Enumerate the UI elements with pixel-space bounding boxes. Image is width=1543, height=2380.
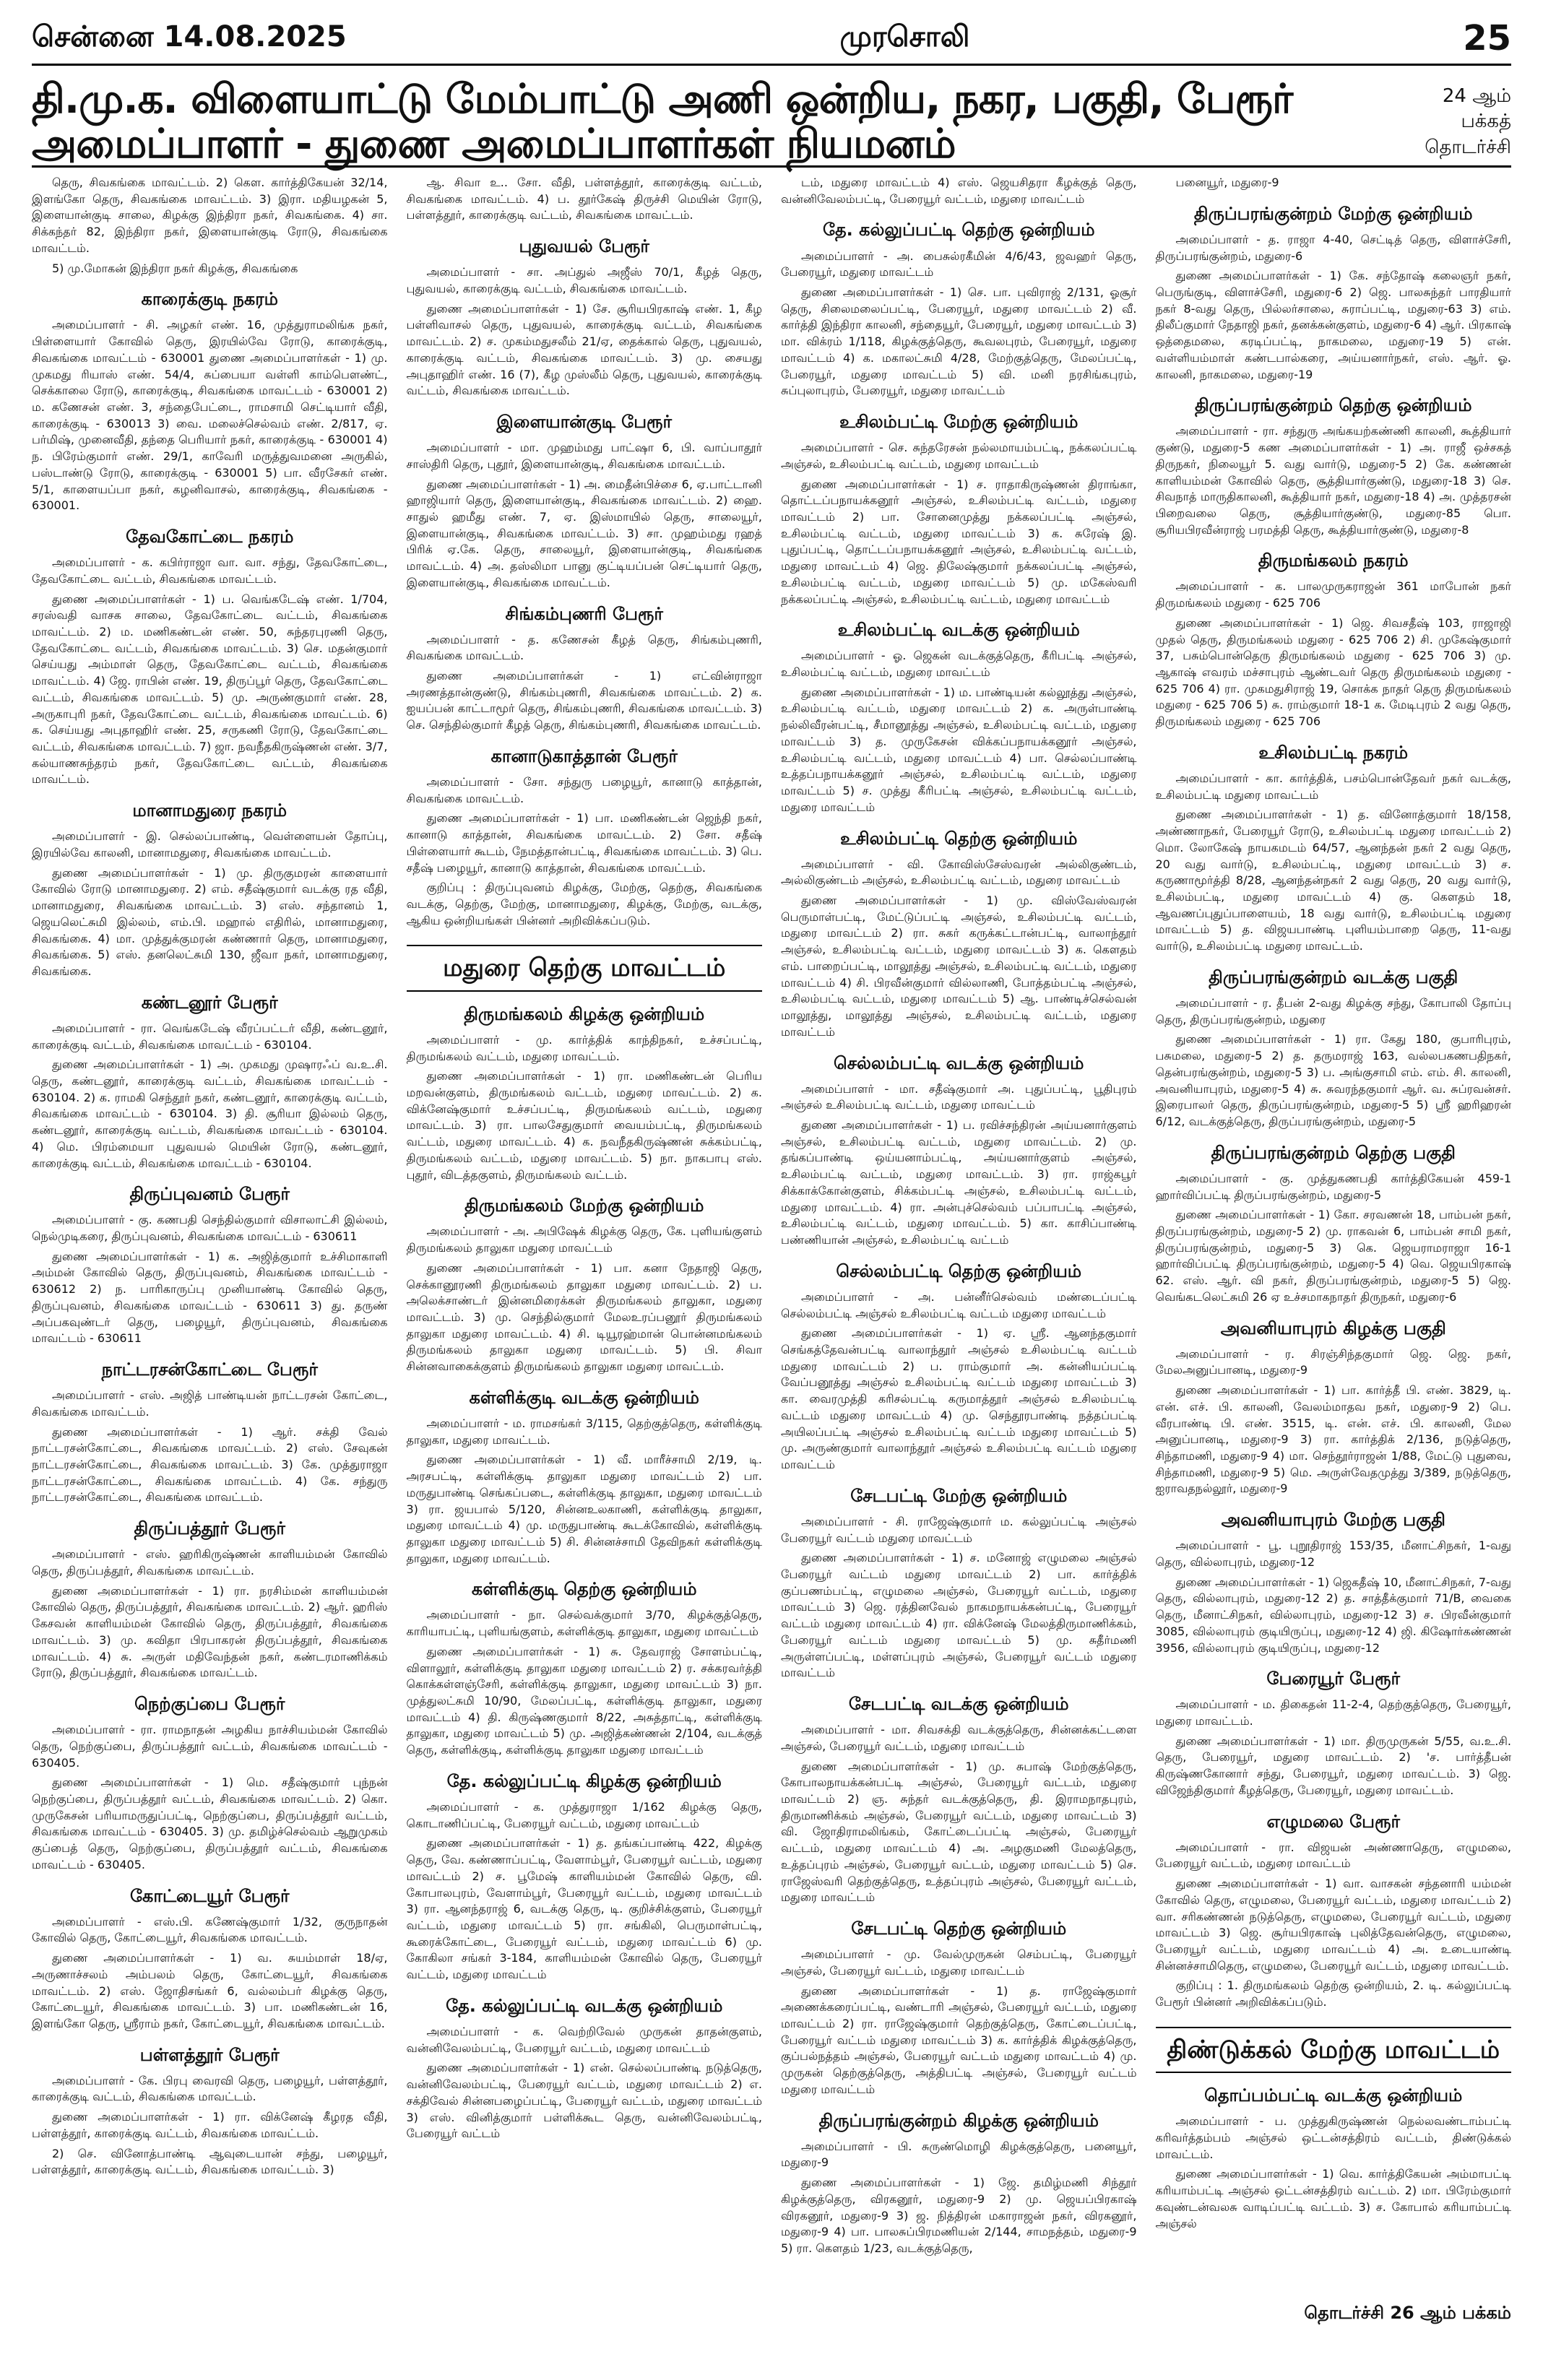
article-paragraph: பனையூர், மதுரை-9	[1175, 176, 1279, 189]
article-paragraph: அமைப்பாளர் - எஸ். அஜித் பாண்டியன் நாட்டரசன் கோட்டை, சிவகங்கை மாவட்டம்.	[32, 1388, 388, 1419]
paper-name: முரசொலி	[839, 20, 970, 53]
article-paragraph: துணை அமைப்பாளர்கள் - 1) எட்வின்ராஜா அரணத்தான்குண்டு, சிங்கம்புணரி, சிவகங்கை மாவட்டம். 2) க. ஐயப்பன் காட்டாமூர் தெரு, சிங்கம்புணரி, சிவகங்கை மாவட்டம். 3) செ. செந்தில்குமார் கீழத் தெரு, சிங்கம்புணரி, சிவகங்கை மாவட்டம்.	[406, 669, 762, 732]
article-paragraph: துணை அமைப்பாளர்கள் - 1) மு. திருகுமரன் காளையார் கோவில் ரோடு மானாமதுரை. 2) எம். சதீஷ்குமார் வடக்கு ரத வீதி, மானாமதுரை, சிவகங்கை மாவட்டம். 3) எஸ். சந்தானம் 1, ஜெயலெட்சுமி இல்லம், எம்.பி. மஹால் எதிரில், மானாமதுரை, சிவகங்கை. 4) மா. முத்துக்குமரன் கண்ணார் தெரு, மானாமதுரை, சிவகங்கை. 5) எஸ். தனலெட்சுமி 130, ஜீவா நகர், மானாமதுரை, சிவகங்கை.	[32, 865, 388, 978]
article-paragraph: அமைப்பாளர் - க. பாலமுருகராஜன் 361 மாபோன் நகர் திருமங்கலம் மதுரை - 625 706	[1155, 579, 1511, 610]
column-4	[1156, 175, 1512, 2291]
article-paragraph: அமைப்பாளர் - அ. பைசுல்ரகீமின் 4/6/43, ஜவஹர் தெரு, பேரையூர், மதுரை மாவட்டம்	[781, 248, 1137, 280]
article-paragraph: துணை அமைப்பாளர்கள் - 1) ஆர். சக்தி வேல் நாட்டரசன்கோட்டை, சிவகங்கை மாவட்டம். 2) எஸ். சேவுகன் நாட்டரசன்கோட்டை, சிவகங்கை மாவட்டம். 3) கே. முத்துராஜா நாட்டரசன்கோட்டை, சிவகங்கை மாவட்டம். 4) கே. சந்துரு நாட்டரசன்கோட்டை, சிவகங்கை மாவட்டம்.	[32, 1424, 388, 1505]
article-paragraph: 2) செ. வினோத்பாண்டி ஆவுடையான் சந்து, பழையூர், பள்ளத்தூர், காரைக்குடி வட்டம், சிவகங்கை மாவட்டம். 3)	[32, 2146, 388, 2177]
article-paragraph: அமைப்பாளர் - கா. கார்த்திக், பசம்பொன்தேவர் நகர் வடக்கு, உசிலம்பட்டி மதுரை மாவட்டம்	[1155, 771, 1511, 802]
section-heading: திருப்பத்தூர் பேரூர்	[134, 1518, 285, 1539]
section-heading: சிங்கம்புணரி பேரூர்	[505, 603, 663, 624]
page-number: 25	[1463, 18, 1511, 59]
article-paragraph: துணை அமைப்பாளர்கள் - 1) வ. சுயம்மாள் 18/ஏ, அருணாச்சலம் அம்பலம் தெரு, கோட்டையூர், சிவகங்கை மாவட்டம். 2) எஸ். ஜோதிசங்கர் 6, வல்லம்பர் கிழக்கு தெரு, கோட்டையூர், சிவகங்கை மாவட்டம். 3) பா. மணிகண்டன் 16, இளங்கோ தெரு, ஸ்ரீராம் நகர், கோட்டையூர், சிவகங்கை மாவட்டம்.	[32, 1951, 388, 2030]
section-heading: திருமங்கலம் கிழக்கு ஒன்றியம்	[464, 1003, 705, 1024]
article-paragraph: குறிப்பு : 1. திருமங்கலம் தெற்கு ஒன்றியம், 2. டி. கல்லுப்பட்டி பேரூர் பின்னர் அறிவிக்கப்படும்.	[1155, 1978, 1511, 2009]
section-heading: எழுமலை பேரூர்	[1266, 1811, 1401, 1832]
section-heading: தேவகோட்டை நகரம்	[126, 527, 294, 548]
section-heading: பள்ளத்தூர் பேரூர்	[139, 2044, 280, 2065]
article-paragraph: அமைப்பாளர் - ர. தீபன் 2-வது கிழக்கு சந்து, கோபாலி தோப்பு தெரு, திருப்பரங்குன்றம், மதுரை	[1155, 995, 1511, 1026]
section-heading: நெற்குப்பை பேரூர்	[134, 1694, 285, 1715]
article-paragraph: துணை அமைப்பாளர்கள் - 1) ஜெகதீஷ் 10, மீனாட்சிநகர், 7-வது தெரு, வில்லாபுரம், மதுரை-12 2) த. சாத்தீக்குமார் 71/B, வைகை தெரு, மீனாட்சிநகர், வில்லாபுரம், மதுரை-12 3) ச. பிரவீன்குமார் 3085, வில்லாபுரம் குடியிருப்பு, மதுரை-12 4) ஜி. கிஷோர்கண்ணன் 3956, வில்லாபுரம் குடியிருப்பு, மதுரை-12	[1155, 1575, 1511, 1655]
article-paragraph: அமைப்பாளர் - அ. பன்னீர்செல்வம் மண்டைப்பட்டி செல்லம்பட்டி அஞ்சல் உசிலம்பட்டி வட்டம் மதுரை மாவட்டம்	[781, 1289, 1137, 1320]
section-heading: உசிலம்பட்டி வடக்கு ஒன்றியம்	[837, 620, 1080, 641]
article-paragraph: துணை அமைப்பாளர்கள் - 1) பா. மணிகண்டன் ஜெந்தி நகர், கானாடு காத்தான், சிவகங்கை மாவட்டம். 2) சோ. சதீஷ் பிள்ளையார் கூடம், நேமத்தான்பட்டி, சிவகங்கை மாவட்டம். 3) பெ. சதீஷ் பழையூர், கானாடு காத்தான், சிவகங்கை மாவட்டம்.	[406, 811, 762, 875]
section-heading: காரைக்குடி நகரம்	[141, 289, 278, 310]
article-paragraph: அமைப்பாளர் - ரா. ராமநாதன் அழகிய நாச்சியம்மன் கோவில் தெரு, நெற்குப்பை, திருப்பத்தூர் வட்டம், சிவகங்கை மாவட்டம் - 630405.	[32, 1723, 388, 1770]
article-paragraph: துணை அமைப்பாளர்கள் - 1) மு. விஸ்வேஸ்வரன் பெருமாள்பட்டி, மேட்டுப்பட்டி அஞ்சல், உசிலம்பட்டி வட்டம், மதுரை மாவட்டம் 2) ரா. சுகர் கருக்கட்டான்பட்டி, வாலாந்தூர் அஞ்சல், உசிலம்பட்டி வட்டம், மதுரை மாவட்டம் 3) க. கௌதம் எம். பாறைப்பட்டி, மாலூத்து அஞ்சல், உசிலம்பட்டி வட்டம், மதுரை மாவட்டம் 4) சி. பிரவீன்குமார் வில்லாணி, போத்தம்பட்டி அஞ்சல், உசிலம்பட்டி வட்டம், மதுரை மாவட்டம் 5) ஆ. பாண்டிச்செல்வன் மாலூத்து, மாலூத்து அஞ்சல், உசிலம்பட்டி வட்டம், மதுரை மாவட்டம்	[781, 893, 1137, 1039]
city-date: சென்னை 14.08.2025	[32, 20, 347, 53]
section-heading: இளையான்குடி பேரூர்	[496, 411, 673, 432]
article-paragraph: குறிப்பு : திருப்புவனம் கிழக்கு, மேற்கு, தெற்கு, சிவகங்கை வடக்கு, தெற்கு, மேற்கு, மானாமதுரை, கிழக்கு, மேற்கு, வடக்கு, ஆகிய ஒன்றியங்கள் பின்னர் அறிவிக்கப்படும்.	[406, 880, 762, 927]
masthead	[32, 13, 1511, 66]
article-paragraph: அமைப்பாளர் - சி. ராஜேஷ்குமார் ம. கல்லுப்பட்டி அஞ்சல் பேரையூர் வட்டம் மதுரை மாவட்டம்	[781, 1514, 1137, 1545]
section-heading: தே. கல்லுப்பட்டி கிழக்கு ஒன்றியம்	[446, 1770, 722, 1791]
section-heading: தே. கல்லுப்பட்டி வடக்கு ஒன்றியம்	[446, 1995, 723, 2016]
article-paragraph: துணை அமைப்பாளர்கள் - 1) பா. கார்த்தீ பி. எண். 3829, டி. என். எச். பி. காலனி, வேலம்மாதவ நகர், மதுரை-9 2) பெ. வீரபாண்டி பி. எண். 3515, டி. என். எச். பி. காலனி, மேல அனுப்பானடி, மதுரை-9 3) ரா. கார்த்திக் 2/136, நடுத்தெரு, சிந்தாமணி, மதுரை-9 4) மா. செந்தூர்ராஜன் 1/88, மேட்டு புதுவை, சிந்தாமணி, மதுரை-9 5) மெ. அருள்வேதமுத்து 3/389, நடுத்தெரு, ஐராவதநல்லூர், மதுரை-9	[1155, 1383, 1511, 1496]
section-heading: தே. கல்லுப்பட்டி தெற்கு ஒன்றியம்	[822, 220, 1095, 241]
section-heading: மானாமதுரை நகரம்	[132, 800, 288, 821]
headline-row	[32, 76, 1511, 168]
article-paragraph: அமைப்பாளர் - மு. வேல்முருகன் செம்பட்டி, பேரையூர் அஞ்சல், பேரையூர் வட்டம், மதுரை மாவட்டம்	[781, 1947, 1137, 1978]
article-paragraph: அமைப்பாளர் - பி. சுருண்மொழி கிழக்குத்தெரு, பனையூர், மதுரை-9	[781, 2139, 1137, 2170]
article-paragraph: அமைப்பாளர் - த. ராஜா 4-40, செட்டித் தெரு, விளாச்சேரி, திருப்பரங்குன்றம், மதுரை-6	[1155, 232, 1511, 263]
article-paragraph: துணை அமைப்பாளர்கள் - 1) பா. கனா நேதாஜி தெரு, செக்கானூரணி திருமங்கலம் தாலுகா மதுரை மாவட்டம். 2) ப. அலெக்சாண்டர் இன்னமிரைக்கள் திருமங்கலம் தாலுகா, மதுரை மாவட்டம். 3) மு. செந்தில்குமார் மேலஉரப்பனூர் திருமங்கலம் தாலுகா மதுரை மாவட்டம். 4) சி. டியூரஹ்மான் பொன்னமங்கலம் திருமங்கலம் தாலுகா மதுரை மாவட்டம். 5) பி. சிவா சின்னவாகைக்குளம் திருமங்கலம் தாலுகா மதுரை மாவட்டம்.	[406, 1260, 762, 1374]
section-heading: கள்ளிக்குடி வடக்கு ஒன்றியம்	[469, 1387, 699, 1408]
article-paragraph: துணை அமைப்பாளர்கள் - 1) அ. மைதீன்பிச்சை 6, ஏ.பாட்டானி ஹாஜியார் தெரு, இளையான்குடி, சிவகங்கை மாவட்டம். 2) ஹை. சாதுல் ஹமீது எண். 7, ஏ. இஸ்மாயில் தெரு, சாலையூர், இளையான்குடி, சிவகங்கை மாவட்டம். 3) சா. முஹம்மது ரஹத் பிரிக் ஏ.கே. தெரு, சாலையூர், இளையான்குடி, சிவகங்கை மாவட்டம். 4) அ. தஸ்லிமா பானு குட்டியப்பன் செட்டியார் தெரு, இளையான்குடி, சிவகங்கை மாவட்டம்.	[406, 477, 762, 589]
article-paragraph: அமைப்பாளர் - எஸ்.பி. கணேஷ்குமார் 1/32, குருநாதன் கோவில் தெரு, கோட்டையூர், சிவகங்கை மாவட்டம்.	[32, 1914, 388, 1945]
article-paragraph: துணை அமைப்பாளர்கள் - 1) சு. தேவராஜ் சோளம்பட்டி, விளாலூர், கள்ளிக்குடி தாலுகா மதுரை மாவட்டம் 2) ர. சக்கரவர்த்தி கொக்கள்ளஞ்சேரி, கள்ளிக்குடி தாலுகா, மதுரை மாவட்டம் 3) நா. முத்துலட்சுமி 10/90, மேலப்பட்டி, கள்ளிக்குடி தாலுகா, மதுரை மாவட்டம் 4) தி. கிருஷ்ணகுமார் 8/22, அசுத்தாட்டி, கள்ளிக்குடி தாலுகா, மதுரை மாவட்டம் 5) மு. அஜித்கண்ணன் 2/104, வடக்குத் தெரு, கள்ளிக்குடி, கள்ளிக்குடி தாலுகா மதுரை மாவட்டம்	[406, 1644, 762, 1757]
article-paragraph: துணை அமைப்பாளர்கள் - 1) க. அஜித்குமார் உச்சிமாகாளி அம்மன் கோவில் தெரு, திருப்புவனம், சிவகங்கை மாவட்டம் - 630612 2) ந. பாரிகாருப்பு முனியாண்டி கோவில் தெரு, திருப்புவனம், சிவகங்கை மாவட்டம் - 630611 3) து. தருண் அப்பகவுண்டர் தெரு, பழையூர், திருப்புவனம், சிவகங்கை மாவட்டம் - 630611	[32, 1249, 388, 1346]
article-paragraph: துணை அமைப்பாளர்கள் - 1) செ. பா. புவிராஜ் 2/131, ஓசூர் தெரு, சிலைமலைப்பட்டி, பேரையூர், மதுரை மாவட்டம் 2) வீ. கார்த்தி இந்திரா காலனி, சந்தையூர், பேரையூர், மதுரை மாவட்டம் 3) மா. விக்ரம் 1/118, கிழக்குத்தெரு, கூவலபுரம், பேரையூர், மதுரை மாவட்டம் 4) க. மகாலட்சுமி 4/28, மேற்குத்தெரு, மேலப்பட்டி, பேரையூர், மதுரை மாவட்டம் 5) வி. மனி நரசிங்கபுரம், சுப்புலாபுரம், பேரையூர், மதுரை மாவட்டம்	[781, 285, 1137, 398]
article-paragraph: ஆ. சிவா உ.. சோ. வீதி, பள்ளத்தூர், காரைக்குடி வட்டம், சிவகங்கை மாவட்டம். 4) ப. தூர்கேஷ் திருச்சி மெயின் ரோடு, பள்ளத்தூர், காரைக்குடி வட்டம், சிவகங்கை மாவட்டம்.	[406, 176, 762, 222]
article-paragraph: துணை அமைப்பாளர்கள் - 1) த. வினோத்குமார் 18/158, அண்ணாநகர், பேரையூர் ரோடு, உசிலம்பட்டி மதுரை மாவட்டம் 2) மொ. லோகேஷ் நாயகமடம் 64/57, ஆனந்தன் நகர் 2 வது தெரு, 20 வது வார்டு, உசிலம்பட்டி, மதுரை மாவட்டம் 3) ச. கருணாமூர்த்தி 8/28, ஆனந்தன்நகர் 2 வது தெரு, 20 வது வார்டு, உசிலம்பட்டி, மதுரை மாவட்டம் 4) கு. கௌதம் 18, ஆவணப்புதுப்பாளையம், 18 வது வார்டு, உசிலம்பட்டி மதுரை மாவட்டம் 5) த. விஜயபாண்டி புளியம்பாறை தெரு, 11-வது வார்டு, உசிலம்பட்டி மதுரை மாவட்டம்.	[1155, 808, 1511, 953]
article-paragraph: அமைப்பாளர் - செ. சுந்தரேசன் நல்லமாயம்பட்டி, நக்கலப்பட்டி அஞ்சல், உசிலம்பட்டி வட்டம், மதுரை மாவட்டம்	[781, 441, 1137, 471]
column-2	[407, 175, 763, 2291]
article-paragraph: அமைப்பாளர் - மு. கார்த்திக் காந்திநகர், உச்சப்பட்டி, திருமங்கலம் வட்டம், மதுரை மாவட்டம்.	[406, 1032, 762, 1063]
section-heading: கோட்டையூர் பேரூர்	[130, 1885, 290, 1906]
article-paragraph: துணை அமைப்பாளர்கள் - 1) கே. சந்தோஷ் கலைஞர் நகர், பெருங்குடி, விளாச்சேரி, மதுரை-6 2) ஜெ. பாலசுந்தர் பாரதியார் நகர் 8-வது தெரு, பில்லர்சாலை, சுராப்பட்டி, மதுரை-63 3) எம். திலீப்குமார் நேதாஜி நகர், தனக்கன்குளம், மதுரை-6 4) ஆர். பிரகாஷ் ஒத்தைமலை, கரடிப்பட்டி, நாகமலை, மதுரை-19 5) என். வள்ளியம்மாள் கண்டபால்கரை, அய்யனார்நகர், எஸ். ஆர். ஓ. காலனி, நாகமலை, மதுரை-19	[1155, 269, 1511, 381]
continued-to-note: தொடர்ச்சி 26 ஆம் பக்கம்	[1304, 2303, 1511, 2323]
article-paragraph: துணை அமைப்பாளர்கள் - 1) சே. சூரியபிரகாஷ் எண். 1, கீழ பள்ளிவாசல் தெரு, புதுவயல், காரைக்குடி வட்டம், சிவகங்கை மாவட்டம். 2) ச. முகம்மதுசலீம் 21/ஏ, தைக்கால் தெரு, புதுவயல், காரைக்குடி வட்டம், சிவகங்கை மாவட்டம். 3) மு. சையது அபுதாஹிர் எண். 16 (7), கீழ முஸ்லீம் தெரு, புதுவயல், காரைக்குடி வட்டம், சிவகங்கை மாவட்டம்.	[406, 301, 762, 398]
article-columns	[32, 175, 1511, 2291]
article-paragraph: அமைப்பாளர் - ப. முத்துகிருஷ்ணன் நெல்லவண்டாம்பட்டி கரிவர்த்தம்பம் அஞ்சல் ஒட்டன்சத்திரம் வட்டம், திண்டுக்கல் மாவட்டம்.	[1155, 2114, 1511, 2161]
article-paragraph: அமைப்பாளர் - வி. கோவிஸ்சேஸ்வரன் அல்லிகுண்டம், அல்லிகுண்டம் அஞ்சல், உசிலம்பட்டி வட்டம், மதுரை மாவட்டம்	[781, 857, 1137, 888]
section-heading: திருப்புவனம் பேரூர்	[129, 1184, 290, 1205]
article-paragraph: அமைப்பாளர் - க. கபிர்ராஜா வா. வா. சந்து, தேவகோட்டை, தேவகோட்டை வட்டம், சிவகங்கை மாவட்டம்.	[32, 555, 388, 586]
section-heading: அவனியாபுரம் மேற்கு பகுதி	[1221, 1510, 1445, 1531]
article-paragraph: அமைப்பாளர் - த. கணேசன் கீழத் தெரு, சிங்கம்புணரி, சிவகங்கை மாவட்டம்.	[406, 632, 762, 663]
section-heading: செல்லம்பட்டி தெற்கு ஒன்றியம்	[836, 1260, 1082, 1281]
continued-from-line-1: 24 ஆம் பக்கத்	[1442, 85, 1511, 133]
article-paragraph: அமைப்பாளர் - ம. ராமசங்கர் 3/115, தெற்குத்தெரு, கள்ளிக்குடி தாலுகா, மதுரை மாவட்டம்.	[406, 1416, 762, 1447]
section-heading: உசிலம்பட்டி தெற்கு ஒன்றியம்	[840, 828, 1078, 849]
article-paragraph: துணை அமைப்பாளர்கள் - 1) ஜெ. சிவசதீஷ் 103, ராஜாஜி முதல் தெரு, திருமங்கலம் மதுரை - 625 706 2) சி. முகேஷ்குமார் 37, பசும்பொன்தெரு திருமங்கலம் மதுரை - 625 706 3) மு. ஆகாஷ் எவரம் மச்சாபுரம் ஆண்டவர் தெரு திருமங்கலம் மதுரை - 625 706 4) ரா. முகமதுசிராஜ் 19, சொக்க நாதர் தெரு திருமங்கலம் மதுரை - 625 706 5) சு. ராம்குமார் 18-1 க. மேடிபுரம் 2 வது தெரு, திருமங்கலம் மதுரை - 625 706	[1155, 615, 1511, 729]
article-paragraph: துணை அமைப்பாளர்கள் - 1) த. தங்கப்பாண்டி 422, கிழக்கு தெரு, வே. கண்ணாப்பட்டி, வேளாம்பூர், பேரையூர் வட்டம், மதுரை மாவட்டம் 2) ச. பூமேஷ் காளியம்மன் கோவில் தெரு, வி. கோபாலபுரம், வேளாம்பூர், பேரையூர் வட்டம், மதுரை மாவட்டம் 3) ரா. ஆனந்தராஜ் 6, வடக்கு தெரு, டி. குறிச்சிக்குளம், பேரையூர் வட்டம், மதுரை மாவட்டம் 5) ரா. சங்கிலி, பெருமாள்பட்டி, கூரைக்கோட்டை, பேரையூர் வட்டம், மதுரை மாவட்டம் 6) மு. கோகிலா சங்கர் 3-184, காளியம்மன் கோவில் தெரு, பேரையூர் வட்டம், மதுரை மாவட்டம்	[406, 1836, 762, 1982]
article-paragraph: அமைப்பாளர் - ஓ. ஜெகன் வடக்குத்தெரு, கீரிபட்டி அஞ்சல், உசிலம்பட்டி வட்டம், மதுரை மாவட்டம்	[781, 649, 1137, 680]
continued-from-line-2: தொடர்ச்சி	[1425, 136, 1511, 158]
column-3	[781, 175, 1137, 2291]
article-paragraph: துணை அமைப்பாளர்கள் - 1) ஏ. ஸ்ரீ. ஆனந்தகுமார் செங்கத்தேவன்பட்டி வாலாந்தூர் அஞ்சல் உசிலம்பட்டி வட்டம் மதுரை மாவட்டம் 2) ப. ராம்குமார் அ. கன்னியப்பட்டி வேப்பனூத்து அஞ்சல் உசிலம்பட்டி வட்டம் மதுரை மாவட்டம் 3) கா. வைரமுத்தி கரிசல்பட்டி கருமாத்தூர் அஞ்சல் உசிலம்பட்டி வட்டம் மதுரை மாவட்டம் 4) மு. செந்தூரபாண்டி நத்தப்பட்டி அயிலப்பட்டி அஞ்சல் உசிலம்பட்டி வட்டம் மதுரை மாவட்டம் 5) மு. அருண்குமார் வாலாந்தூர் அஞ்சல் உசிலம்பட்டி வட்டம் மதுரை மாவட்டம்	[781, 1326, 1137, 1472]
section-heading: உசிலம்பட்டி மேற்கு ஒன்றியம்	[839, 411, 1079, 432]
article-paragraph: துணை அமைப்பாளர்கள் - 1) ரா. கேது 180, குபாரிபுரம், பசுமலை, மதுரை-5 2) த. தருமராஜ் 163, வல்லபகணபதிநகர், தென்பரங்குன்றம், மதுரை-5 3) ப. அங்குசாமி எம். எம். சி. காலனி, அவனியாபுரம், மதுரை-5 4) சு. சுவரந்தகுமார் ஆர். வ. சுப்ரவன்சர். இரைபாலர் தெரு, திருப்பரங்குன்றம், மதுரை-5 5) ஸ்ரீ ஹரிஹரன் 6/12, வடக்குத்தெரு, திருப்பரங்குன்றம், மதுரை-5	[1155, 1032, 1511, 1129]
article-paragraph: துணை அமைப்பாளர்கள் - 1) மா. திருமுருகன் 5/55, வ.உ.சி. தெரு, பேரையூர், மதுரை மாவட்டம். 2) 'ச. பார்த்தீபன் கிருஷ்ணகோனார் சந்து, பேரையூர், மதுரை மாவட்டம். 3) ஜெ. விஜேந்திகுமார் கீழத்தெரு, பேரையூர், மதுரை மாவட்டம்.	[1155, 1734, 1511, 1797]
article-paragraph: 5) மு.மோகன் இந்திரா நகர் கிழக்கு, சிவகங்கை	[52, 261, 298, 275]
article-paragraph: அமைப்பாளர் - ம. திகைதன் 11-2-4, தெற்குத்தெரு, பேரையூர், மதுரை மாவட்டம்.	[1155, 1697, 1511, 1728]
article-paragraph: அமைப்பாளர் - சோ. சந்துரு பழையூர், கானாடு காத்தான், சிவகங்கை மாவட்டம்.	[406, 775, 762, 805]
article-paragraph: அமைப்பாளர் - ரா. வெங்கடேஷ் வீரப்பட்டர் வீதி, கண்டனூர், காரைக்குடி வட்டம், சிவகங்கை மாவட்டம் - 630104.	[32, 1021, 388, 1052]
article-paragraph: அமைப்பாளர் - சி. அழகர் எண். 16, முத்துராமலிங்க நகர், பிள்ளையார் கோவில் தெரு, இரயில்வே ரோடு, காரைக்குடி, சிவகங்கை மாவட்டம் - 630001 துணை அமைப்பாளர்கள் - 1) மு. முகமது ரியாஸ் எண். 54/4, சுப்பையா வள்ளி காம்பௌண்ட், செக்காலை ரோடு, காரைக்குடி, சிவகங்கை மாவட்டம் - 630001 2) ம. கணேசன் எண். 3, சந்தைபேட்டை, ராமசாமி செட்டியார் வீதி, காரைக்குடி - 630013 3) வை. மலைச்செல்வம் எண். 2/817, ஏ. பர்மிஷ், முனைவீதி, தந்தை பெரியார் நகர், காரைக்குடி - 630001 4) ந. பிரேம்குமார் எண். 29/1, காவேரி மருத்துவமனை அருகில், பஸ்டாண்டு ரோடு, காரைக்குடி - 630001 5) பா. வீரசேகர் எண். 5/1, காளையப்பா நகர், கழனிவாசல், காரைக்குடி, சிவகங்கை - 630001.	[32, 318, 388, 513]
article-paragraph: துணை அமைப்பாளர்கள் - 1) ரா. மணிகண்டன் பெரிய மறவன்குளம், திருமங்கலம் வட்டம், மதுரை மாவட்டம். 2) க. விக்னேஷ்குமார் உச்சப்பட்டி, திருமங்கலம் வட்டம், மதுரை மாவட்டம். 3) ரா. பாலசேதுகுமார் வையம்பட்டி, திருமங்கலம் வட்டம், மதுரை மாவட்டம். 4) க. நவநீதகிருஷ்ணன் சுக்கம்பட்டி, திருமங்கலம் வட்டம், மதுரை மாவட்டம். 5) நா. நாகபாபு எஸ். புதூர், விடத்தகுளம், திருமங்கலம் வட்டம்.	[406, 1069, 762, 1182]
section-heading: தொப்பம்பட்டி வடக்கு ஒன்றியம்	[1204, 2085, 1463, 2106]
article-paragraph: அமைப்பாளர் - மா. சதீஷ்குமார் அ. புதுப்பட்டி, பூதிபுரம் அஞ்சல் உசிலம்பட்டி வட்டம், மதுரை மாவட்டம்	[781, 1081, 1137, 1112]
article-paragraph: துணை அமைப்பாளர்கள் - 1) ஜே. தமிழ்மணி சிந்தூர் கிழக்குத்தெரு, விரகனூர், மதுரை-9 2) மு. ஜெயப்பிரகாஷ் விரகனூர், மதுரை-9 3) ஜ. நித்திரன் மகாராஜன் நகர், விரகனூர், மதுரை-9 4) பா. பாலசுப்பிரமணியன் 2/144, சாமநத்தம், மதுரை-9 5) ரா. கௌதம் 1/23, வடக்குத்தெரு,	[781, 2176, 1137, 2255]
article-paragraph: அமைப்பாளர் - பூ. புறூதிராஜ் 153/35, மீனாட்சிநகர், 1-வது தெரு, வில்லாபுரம், மதுரை-12	[1155, 1539, 1511, 1569]
article-paragraph: அமைப்பாளர் - அ. அபிஷேக் கிழக்கு தெரு, கே. புளியங்குளம் திருமங்கலம் தாலுகா மதுரை மாவட்டம்	[406, 1224, 762, 1255]
section-heading: புதுவயல் பேரூர்	[519, 236, 649, 257]
page-headline: தி.மு.க. விளையாட்டு மேம்பாட்டு அணி ஒன்றிய, நகர, பகுதி, பேரூர் அமைப்பாளர் - துணை அமைப்பாளர்கள் நியமனம்	[32, 76, 1293, 168]
section-heading: செல்லம்பட்டி வடக்கு ஒன்றியம்	[834, 1052, 1084, 1073]
article-paragraph: அமைப்பாளர் - கு. கணபதி செந்தில்குமார் விசாலாட்சி இல்லம், நெல்முடிகரை, திருப்புவனம், சிவகங்கை மாவட்டம் - 630611	[32, 1213, 388, 1244]
article-paragraph: துணை அமைப்பாளர்கள் - 1) ரா. விக்னேஷ் கீழரத வீதி, பள்ளத்தூர், காரைக்குடி வட்டம், சிவகங்கை மாவட்டம்.	[32, 2110, 388, 2140]
section-heading: கள்ளிக்குடி தெற்கு ஒன்றியம்	[471, 1579, 697, 1600]
article-paragraph: துணை அமைப்பாளர்கள் - 1) என். செல்லப்பாண்டி நடுத்தெரு, வன்னிவேலம்பட்டி, பேரையூர் வட்டம், மதுரை மாவட்டம் 2) எ. சக்திவேல் சின்னபழைப்பட்டி, பேரையூர் வட்டம், மதுரை மாவட்டம் 3) எஸ். வினித்குமார் பள்ளிக்கூட தெரு, வன்னிவேலம்பட்டி, பேரையூர் வட்டம்	[406, 2061, 762, 2141]
section-heading: திருப்பரங்குன்றம் தெற்கு ஒன்றியம்	[1194, 395, 1472, 416]
section-heading: சேடபட்டி மேற்கு ஒன்றியம்	[850, 1485, 1068, 1506]
article-paragraph: துணை அமைப்பாளர்கள் - 1) அ. முகமது முஷாரஃப் வ.உ.சி. தெரு, கண்டனூர், காரைக்குடி வட்டம், சிவகங்கை மாவட்டம் - 630104. 2) க. ராமகி செந்தூர் நகர், கண்டனூர், காரைக்குடி வட்டம், சிவகங்கை மாவட்டம் - 630104. 3) தி. சூரியா இல்லம் தெரு, கண்டனூர், காரைக்குடி வட்டம், சிவகங்கை மாவட்டம் - 630104. 4) மெ. பிரம்மையா புதுவயல் மெயின் ரோடு, கண்டனூர், காரைக்குடி வட்டம், சிவகங்கை மாவட்டம் - 630104.	[32, 1057, 388, 1170]
article-paragraph: அமைப்பாளர் - நா. செல்வக்குமார் 3/70, கிழக்குத்தெரு, காரியாபட்டி, புளியங்குளம், கள்ளிக்குடி தாலுகா, மதுரை மாவட்டம்	[406, 1608, 762, 1639]
article-paragraph: துணை அமைப்பாளர்கள் - 1) ப. ரவிச்சந்திரன் அய்யனார்குளம் அஞ்சல், உசிலம்பட்டி வட்டம், மதுரை மாவட்டம். 2) மு. தங்கப்பாண்டி ஒய்யனாம்பட்டி, அய்யனார்குளம் அஞ்சல், உசிலம்பட்டி வட்டம், மதுரை மாவட்டம். 3) ரா. ராஜ்கபூர் சிக்காக்கோன்குளம், சிக்கம்பட்டி அஞ்சல், உசிலம்பட்டி வட்டம், மதுரை மாவட்டம். 4) ரா. அன்புச்செல்வம் பப்பாபட்டி அஞ்சல், உசிலம்பட்டி வட்டம், மதுரை மாவட்டம். 5) கா. காசிப்பாண்டி பண்ணியான் அஞ்சல், உசிலம்பட்டி வட்டம்	[781, 1118, 1137, 1247]
article-paragraph: அமைப்பாளர் - கே. பிரபு வைரவி தெரு, பழையூர், பள்ளத்தூர், காரைக்குடி வட்டம், சிவகங்கை மாவட்டம்.	[32, 2073, 388, 2104]
section-heading: திருமங்கலம் மேற்கு ஒன்றியம்	[464, 1195, 704, 1216]
section-heading: நாட்டரசன்கோட்டை பேரூர்	[101, 1359, 318, 1380]
section-heading: திருப்பரங்குன்றம் கிழக்கு ஒன்றியம்	[818, 2110, 1099, 2131]
article-paragraph: அமைப்பாளர் - எஸ். ஹரிகிருஷ்ணன் காளியம்மன் கோவில் தெரு, திருப்பத்தூர், சிவகங்கை மாவட்டம்.	[32, 1547, 388, 1578]
section-heading: திருப்பரங்குன்றம் வடக்கு பகுதி	[1209, 966, 1458, 987]
article-paragraph: தெரு, சிவகங்கை மாவட்டம். 2) கெள. கார்த்திகேயன் 32/14, இளங்கோ தெரு, சிவகங்கை மாவட்டம். 3) இரா. மதியழகன் 5, இளையான்குடி சாலை, கிழக்கு இந்திரா நகர், சிவகங்கை. 4) சா. சிக்கந்தர் 82, இந்திரா நகர், இளையான்குடி ரோடு, சிவகங்கை மாவட்டம்.	[32, 176, 388, 255]
article-paragraph: அமைப்பாளர் - இ. செல்லப்பாண்டி, வெள்ளையன் தோப்பு, இரயில்வே காலனி, மானாமதுரை, சிவகங்கை மாவட்டம்.	[32, 829, 388, 860]
article-paragraph: அமைப்பாளர் - சா. அப்துல் அஜீஸ் 70/1, கீழத் தெரு, புதுவயல், காரைக்குடி வட்டம், சிவகங்கை மாவட்டம்.	[406, 265, 762, 295]
article-paragraph: அமைப்பாளர் - ர. சிரஞ்சிந்தகுமார் ஜெ. ஜெ. நகர், மேலஅனுப்பானடி, மதுரை-9	[1155, 1346, 1511, 1377]
article-paragraph: துணை அமைப்பாளர்கள் - 1) ம. பாண்டியன் கல்லூத்து அஞ்சல், உசிலம்பட்டி வட்டம், மதுரை மாவட்டம் 2) க. அருள்பாண்டி நல்லிவீரன்பட்டி, சீமானூத்து அஞ்சல், உசிலம்பட்டி வட்டம், மதுரை மாவட்டம் 3) த. முருகேசன் விக்கப்பநாயக்கனூர் அஞ்சல், உசிலம்பட்டி வட்டம், மதுரை மாவட்டம் 4) பா. செல்லப்பாண்டி உத்தப்பநாயக்கனூர் அஞ்சல், உசிலம்பட்டி வட்டம், மதுரை மாவட்டம் 5) ச. முத்து கீரிபட்டி அஞ்சல், உசிலம்பட்டி வட்டம், மதுரை மாவட்டம்	[781, 685, 1137, 814]
section-heading: உசிலம்பட்டி நகரம்	[1258, 742, 1409, 763]
section-heading: திருப்பரங்குன்றம் மேற்கு ஒன்றியம்	[1193, 203, 1473, 224]
article-paragraph: துணை அமைப்பாளர்கள் - 1) ரா. நரசிம்மன் காளியம்மன் கோவில் தெரு, திருப்பத்தூர், சிவகங்கை மாவட்டம். 2) ஆர். ஹரிஸ் கேசவன் காளியம்மன் கோவில் தெரு, திருப்பத்தூர், சிவகங்கை மாவட்டம். 3) மு. கவிதா பிரபாகரன் திருப்பத்தூர், சிவகங்கை மாவட்டம். 4) சு. அருள் மதிவேந்தன் நகர், கண்டரமாணிக்கம் ரோடு, திருப்பத்தூர், சிவகங்கை மாவட்டம்.	[32, 1583, 388, 1680]
article-paragraph: துணை அமைப்பாளர்கள் - 1) மெ. சதீஷ்குமார் புந்நன் நெற்குப்பை, திருப்பத்தூர் வட்டம், சிவகங்கை மாவட்டம். 2) கொ. முருகேசன் பரியாமருதுப்பட்டி, நெற்குப்பை, திருப்பத்தூர் வட்டம், சிவகங்கை மாவட்டம் - 630405. 3) மு. தமிழ்ச்செல்வம் ஆறுமுகம் குப்பைத் தெரு, நெற்குப்பை, திருப்பத்தூர் வட்டம், சிவகங்கை மாவட்டம் - 630405.	[32, 1775, 388, 1871]
article-paragraph: டம், மதுரை மாவட்டம் 4) எஸ். ஜெயசிதரா கீழக்குத் தெரு, வன்னிவேலம்பட்டி, பேரையூர் வட்டம், மதுரை மாவட்டம்	[781, 176, 1137, 206]
section-heading: சேடபட்டி வடக்கு ஒன்றியம்	[848, 1694, 1069, 1715]
article-paragraph: துணை அமைப்பாளர்கள் - 1) ப. வெங்கடேஷ் எண். 1/704, சரஸ்வதி வாசக சாலை, தேவகோட்டை வட்டம், சிவகங்கை மாவட்டம். 2) ம. மணிகண்டன் எண். 50, சுந்தரபுரணி தெரு, தேவகோட்டை வட்டம், சிவகங்கை மாவட்டம். 3) செ. மதன்குமார் செய்யது அம்மாள் தெரு, தேவகோட்டை வட்டம், சிவகங்கை மாவட்டம். 4) ஜே. ராபின் எண். 19, திருப்பூர் தெரு, தேவகோட்டை வட்டம், சிவகங்கை மாவட்டம். 5) மு. அருண்குமார் எண். 28, அருகாபுரி நகர், தேவகோட்டை வட்டம், சிவகங்கை மாவட்டம். 6) க. செய்யது அபுதாஹிர் எண். 25, சருகணி ரோடு, தேவகோட்டை வட்டம், சிவகங்கை மாவட்டம். 7) ஜா. நவநீதகிருஷ்ணன் எண். 3/7, கல்யாணசுந்தரம் நகர், தேவகோட்டை வட்டம், சிவகங்கை மாவட்டம்.	[32, 592, 388, 787]
continued-from-box	[1410, 84, 1511, 160]
article-paragraph: அமைப்பாளர் - ரா. விஜயன் அண்ணாதெரு, எழுமலை, பேரையூர் வட்டம், மதுரை மாவட்டம்	[1155, 1840, 1511, 1871]
article-paragraph: அமைப்பாளர் - க. முத்துராஜா 1/162 கிழக்கு தெரு, கொடாணிப்பட்டி, பேரையூர் வட்டம், மதுரை மாவட்டம்	[406, 1800, 762, 1830]
column-1	[32, 175, 388, 2291]
article-paragraph: துணை அமைப்பாளர்கள் - 1) ச. ராதாகிருஷ்ணன் திராங்கா, தொட்டப்பநாயக்கனூர் அஞ்சல், உசிலம்பட்டி வட்டம், மதுரை மாவட்டம் 2) பா. சோனைமுத்து நக்கலப்பட்டி அஞ்சல், உசிலம்பட்டி வட்டம், மதுரை மாவட்டம் 3) க. சுரேஷ் இ. புதுப்பட்டி, தொட்டப்பநாயக்கனூர் அஞ்சல், உசிலம்பட்டி வட்டம், மதுரை மாவட்டம் 4) ஜெ. திலேஷ்குமார் நக்கலப்பட்டி அஞ்சல், உசிலம்பட்டி வட்டம், மதுரை மாவட்டம் 5) மு. மகேஸ்வரி நக்கலப்பட்டி அஞ்சல், உசிலம்பட்டி வட்டம், மதுரை மாவட்டம்	[781, 477, 1137, 606]
article-paragraph: துணை அமைப்பாளர்கள் - 1) வெ. கார்த்திகேயன் அம்மாபட்டி கரியாம்பட்டி அஞ்சல் ஒட்டன்சத்திரம் வட்டம். 2) மா. பிரேம்குமார் கவுண்டன்வலசு வாடிப்பட்டி வட்டம். 3) ச. கோபால் கரியாம்பட்டி அஞ்சல்	[1155, 2167, 1511, 2230]
district-heading: திண்டுக்கல் மேற்கு மாவட்டம்	[1156, 2027, 1512, 2073]
section-heading: கானாடுகாத்தான் பேரூர்	[490, 745, 678, 766]
district-heading: மதுரை தெற்கு மாவட்டம்	[407, 945, 763, 991]
section-heading: திருப்பரங்குன்றம் தெற்கு பகுதி	[1211, 1142, 1456, 1163]
section-heading: பேரையூர் பேரூர்	[1266, 1669, 1401, 1689]
article-paragraph: அமைப்பாளர் - மா. முஹம்மது பாட்ஷா 6, பி. வாப்பாதூர் சாஸ்திரி தெரு, புதூர், இளையான்குடி, சிவகங்கை மாவட்டம்.	[406, 441, 762, 471]
article-paragraph: துணை அமைப்பாளர்கள் - 1) வா. வாசகன் சந்தனாரி யம்மன் கோவில் தெரு, எழுமலை, பேரையூர் வட்டம், மதுரை மாவட்டம் 2) வா. சரிகண்ணன் நடுத்தெரு, எழுமலை, பேரையூர் வட்டம், மதுரை மாவட்டம் 3) ஜெ. சூர்யபிரகாஷ் புலித்தேவன்தெரு, எழுமலை, பேரையூர் வட்டம், மதுரை மாவட்டம் 4) அ. உடையாண்டி சின்னச்சாமிதெரு, எழுமலை, பேரையூர் வட்டம், மதுரை மாவட்டம்.	[1155, 1877, 1511, 1973]
article-paragraph: அமைப்பாளர் - மா. சிவசக்தி வடக்குத்தெரு, சின்னக்கட்டளை அஞ்சல், பேரையூர் வட்டம், மதுரை மாவட்டம்	[781, 1723, 1137, 1753]
article-paragraph: துணை அமைப்பாளர்கள் - 1) கோ. சரவணன் 18, பாம்பன் நகர், திருப்பரங்குன்றம், மதுரை-5 2) மு. ராகவன் 6, பாம்பன் சாமி நகர், திருப்பரங்குன்றம், மதுரை-5 3) கெ. ஜெயராமராஜா 16-1 ஹார்விப்பட்டி திருப்பரங்குன்றம், மதுரை-5 4) வெ. ஜெயபிரகாஷ் 62. எஸ். ஆர். வி நகர், திருப்பரங்குன்றம், மதுரை-5 5) ஜெ. வெங்கடலெட்சுமி 26 ஏ உச்சமாகநாதர் திருநகர், மதுரை-6	[1155, 1208, 1511, 1304]
article-paragraph: துணை அமைப்பாளர்கள் - 1) ச. மனோஜ் எழுமலை அஞ்சல் பேரையூர் வட்டம் மதுரை மாவட்டம் 2) பா. கார்த்திக் குப்பணம்பட்டி, எழுமலை அஞ்சல், பேரையூர் வட்டம், மதுரை மாவட்டம் 3) ஜெ. ரத்தினவேல் நாகமநாயக்கன்பட்டி, பேரையூர் வட்டம் மதுரை மாவட்டம் 4) ரா. விக்னேஷ் மேலத்திருமாணிக்கம், பேரையூர் வட்டம் மதுரை மாவட்டம் 5) மு. சுதீர்மணி அருள்ளப்பட்டி, மள்ளப்புரம் அஞ்சல், பேரையூர் வட்டம் மதுரை மாவட்டம்	[781, 1551, 1137, 1680]
section-heading: கண்டனூர் பேரூர்	[141, 992, 278, 1013]
section-heading: சேடபட்டி தெற்கு ஒன்றியம்	[851, 1918, 1067, 1939]
section-heading: அவனியாபுரம் கிழக்கு பகுதி	[1220, 1317, 1446, 1338]
article-paragraph: துணை அமைப்பாளர்கள் - 1) த. ராஜேஷ்குமார் அணைக்கரைப்பட்டி, வண்டாரி அஞ்சல், பேரையூர் வட்டம், மதுரை மாவட்டம் 2) ரா. ராஜேஷ்குமார் தெற்குத்தெரு, கோட்டைப்பட்டி, பேரையூர் வட்டம் மதுரை மாவட்டம் 3) க. கார்த்திக் கிழக்குத்தெரு, குப்பல்நத்தம் அஞ்சல், பேரையூர் வட்டம் மதுரை மாவட்டம் 4) மு. முருகன் தெற்குத்தெரு, அத்திபட்டி அஞ்சல், பேரையூர் வட்டம் மதுரை மாவட்டம்	[781, 1983, 1137, 2096]
article-paragraph: அமைப்பாளர் - கு. முத்துகணபதி கார்த்திகேயன் 459-1 ஹார்விப்பட்டி திருப்பரங்குன்றம், மதுரை-5	[1155, 1171, 1511, 1202]
article-paragraph: துணை அமைப்பாளர்கள் - 1) வீ. மாரீச்சாமி 2/19, டி. அரசபட்டி, கள்ளிக்குடி தாலுகா மதுரை மாவட்டம் 2) பா. மருதுபாண்டி செங்கப்படை, கள்ளிக்குடி தாலுகா, மதுரை மாவட்டம் 3) ரா. ஜயபால் 5/120, சின்னஉலகாணி, கள்ளிக்குடி தாலுகா, மதுரை மாவட்டம் 4) மு. மருதுபாண்டி கூடக்கோவில், கள்ளிக்குடி தாலுகா மதுரை மாவட்டம் 5) சி. சின்னச்சாமி தேவிநகர் கள்ளிக்குடி தாலுகா, மதுரை மாவட்டம்.	[406, 1453, 762, 1565]
article-paragraph: துணை அமைப்பாளர்கள் - 1) மு. சுபாஷ் மேற்குத்தெரு, கோபாலநாயக்கன்பட்டி அஞ்சல், பேரையூர் வட்டம், மதுரை மாவட்டம் 2) ஞ. சுந்தர் வடக்குத்தெரு, தி. இராமநாதபுரம், திருமாணிக்கம் அஞ்சல், பேரையூர் வட்டம், மதுரை மாவட்டம் 3) வி. ஜோதிராமலிங்கம், கோட்டைப்பட்டி அஞ்சல், பேரையூர் வட்டம், மதுரை மாவட்டம் 4) அ. அழகுமணி மேலத்தெரு, உத்தப்புரம் அஞ்சல், பேரையூர் வட்டம், மதுரை மாவட்டம் 5) செ. ராஜேஸ்வரி தெற்குத்தெரு, உத்தப்புரம் அஞ்சல், பேரையூர் வட்டம், மதுரை மாவட்டம்	[781, 1759, 1137, 1905]
section-heading: திருமங்கலம் நகரம்	[1258, 550, 1409, 571]
article-paragraph: அமைப்பாளர் - க. வெற்றிவேல் முருகன் தாதன்குளம், வன்னிவேலம்பட்டி, பேரையூர் வட்டம், மதுரை மாவட்டம்	[406, 2024, 762, 2055]
article-paragraph: அமைப்பாளர் - ரா. சந்துரு அங்கயற்கண்ணி காலனி, கூத்தியார் குண்டு, மதுரை-5 கண அமைப்பாளர்கள் - 1) அ. ராஜீ ஒச்சகத் திருநகர், நிலையூர் 5. வது வார்டு, மதுரை-5 2) கே. கண்ணன் காளியம்மன் கோவில் தெரு, சூத்தியார்குண்டு, மதுரை-18 3) செ. சிவநாத் மாருதிகாலனி, கூத்தியார் நகர், மதுரை-18 4) அ. முத்தரசன் பிறைவலை தெரு, சூத்தியார்குண்டு, மதுரை-85 பொ. சூரியபிரவீன்ராஜ் பரமத்தி தெரு, கூத்தியார்குண்டு, மதுரை-8	[1155, 424, 1511, 537]
